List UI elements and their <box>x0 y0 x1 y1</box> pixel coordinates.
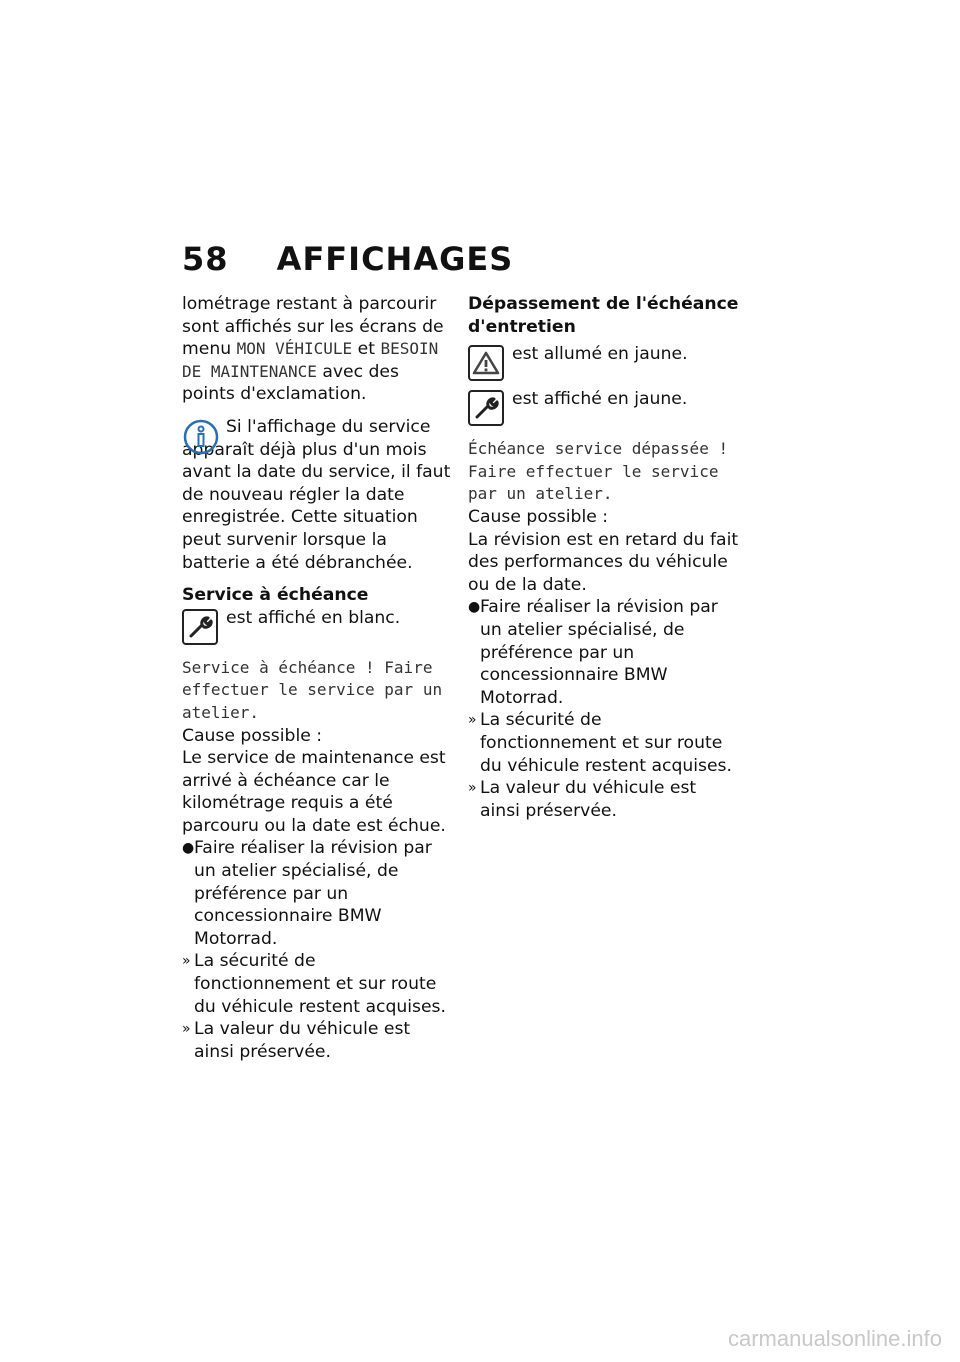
watermark: carmanualsonline.info <box>727 1326 942 1351</box>
display-message: Service à échéance ! Faire effectuer le service par un atelier. <box>182 657 443 722</box>
action-text: Faire réaliser la révision par un atelier spécialisé, de préférence par un concessionnaire BMW Motorrad. <box>194 838 432 949</box>
cause-label: Cause possible : <box>468 506 609 527</box>
intro-text-end: avec des points d'exclamation. <box>182 361 399 405</box>
section-title-service: Service à échéance <box>182 585 369 606</box>
result-item <box>468 777 740 822</box>
result-item <box>182 950 454 1018</box>
cause-label: Cause possible : <box>182 725 323 746</box>
arrow-icon: » <box>182 1021 191 1038</box>
wrench-icon <box>468 390 504 426</box>
page-header <box>182 240 513 278</box>
result-text: La valeur du véhicule est ainsi préservée. <box>480 778 697 821</box>
result-item <box>468 709 740 777</box>
menu-name-besoin-maintenance: BESOIN DE MAINTENANCE <box>182 339 439 381</box>
display-message: Échéance service dépassée ! Faire effectuer le service par un atelier. <box>468 439 729 504</box>
info-text: Si l'affichage du service apparaît déjà plus d'un mois avant la date du service, il faut de nouveau régler la date enregistrée. Cette situation peut survenir lorsque la batterie a été débranchée. <box>182 416 451 573</box>
info-icon <box>182 418 220 463</box>
arrow-icon: » <box>468 780 477 797</box>
page-number: 58 <box>182 240 229 278</box>
bullet-icon: ● <box>182 840 195 857</box>
warning-indicator-yellow <box>468 343 740 383</box>
result-text: La sécurité de fonctionnement et sur route du véhicule restent acquises. <box>480 710 732 776</box>
action-item <box>468 596 740 709</box>
bullet-icon: ● <box>468 599 481 616</box>
menu-name-mon-vehicule: MON VÉHICULE <box>236 339 353 359</box>
page-title: AFFICHAGES <box>276 240 514 278</box>
cause-text: Le service de maintenance est arrivé à échéance car le kilométrage requis a été parcouru ou la date est échue. <box>182 748 446 836</box>
wrench-indicator-white <box>182 607 454 647</box>
result-item <box>182 1018 454 1063</box>
conjunction: et <box>357 339 375 360</box>
result-text: La valeur du véhicule est ainsi préservée. <box>194 1019 411 1062</box>
result-text: La sécurité de fonctionnement et sur route du véhicule restent acquises. <box>194 951 446 1017</box>
arrow-icon: » <box>468 712 477 729</box>
left-column <box>182 293 454 1063</box>
intro-paragraph <box>182 293 454 406</box>
warning-status-text: est allumé en jaune. <box>512 344 688 365</box>
intro-text: lométrage restant à parcourir sont affichés sur les écrans de menu <box>182 294 444 360</box>
action-text: Faire réaliser la révision par un atelier spécialisé, de préférence par un concessionnaire BMW Motorrad. <box>480 597 718 708</box>
wrench-indicator-yellow <box>468 388 740 428</box>
right-column <box>468 293 740 822</box>
arrow-icon: » <box>182 953 191 970</box>
wrench-status-text: est affiché en blanc. <box>226 607 401 628</box>
section-title-overdue: Dépassement de l'échéance d'entretien <box>468 294 739 337</box>
cause-text: La révision est en retard du fait des performances du véhicule ou de la date. <box>468 529 739 595</box>
wrench-icon <box>182 609 218 645</box>
wrench-status-text: est affiché en jaune. <box>512 389 688 410</box>
warning-triangle-icon <box>468 345 504 381</box>
action-item <box>182 837 454 950</box>
info-note <box>182 416 454 574</box>
